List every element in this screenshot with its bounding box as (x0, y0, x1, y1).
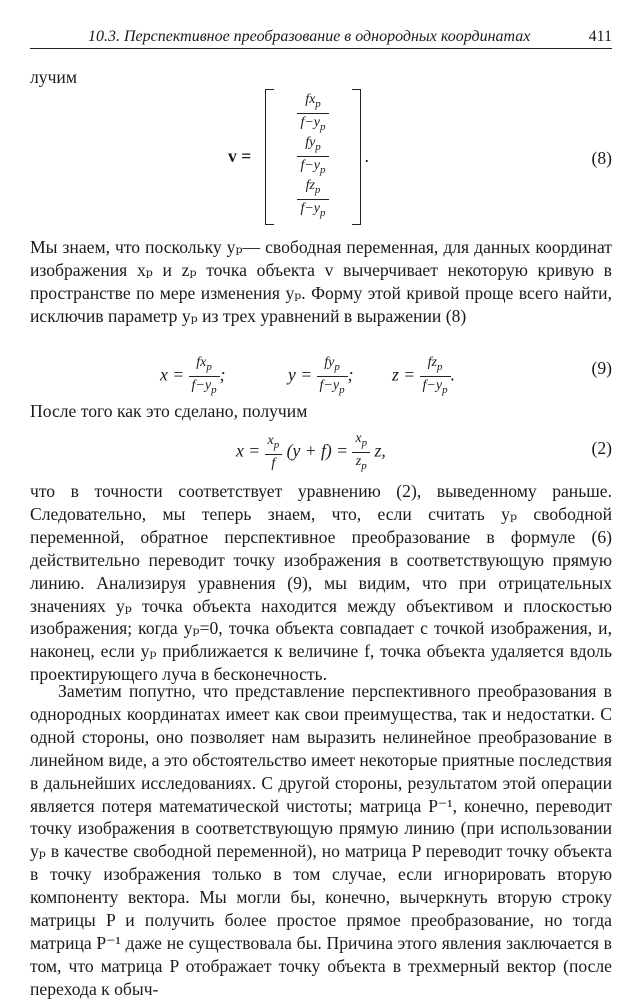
intro-word: лучим (30, 67, 77, 87)
eq2-fraction-1: $\frac{x_p}{f}$ (265, 432, 283, 472)
eq2-middle: (y + f) = (286, 440, 348, 461)
eq2-number: (2) (591, 438, 612, 458)
eq8-row: $\frac{fz_p}{f-y_p}$ (277, 177, 349, 222)
eq2-rhs: z, (374, 440, 386, 461)
eq9-z-lhs: z = (392, 364, 416, 385)
eq8-row: $\frac{fx_p}{f-y_p}$ (277, 91, 349, 136)
eq9-x-fraction: $\frac{fx_p}{f-y_p}$ (189, 354, 220, 399)
eq8-number: (8) (591, 148, 612, 168)
eq9-x-lhs: x = (160, 364, 185, 385)
eq9-y-fraction: $\frac{fy_p}{f-y_p}$ (317, 354, 348, 399)
eq2-lhs: x = (236, 440, 261, 461)
paragraph-3: что в точности соответствует уравнению (2), выведенному раньше. Следовательно, мы теперь знаем, что, если считать yₚ свободной переменной, обратное перспективное преобразование в формуле (6) действительно переводит точку изображения в соответствующую прямую линию. Анализируя уравнения (9), мы видим, что при отрицательных значениях yₚ точка объекта находится между объективом и плоскостью изображения; когда yₚ=0, точка объекта совпадает с точкой изображения, и, наконец, если yₚ приближается к величине f, точка объекта удаляется вдоль проектирующего луча в бесконечность. (30, 481, 612, 685)
book-page: 10.3. Перспективное преобразование в однородных координатах 411 лучим v = $\frac{fx_p}{f-y_p}$ $\frac{fy_p}{f-y_p}$ $\frac{fz_p}{f-y_p}$ . (8) Мы знаем, что поскольку yₚ— свободная переменная, для данных координат изображения xₚ и zₚ точка объекта v вычерчивает некоторую кривую в пространстве по мере изменения yₚ. Форму этой кривой проще всего найти, исключив параметр yₚ из трех уравнений в выражении (8) x = $\frac{fx_p}{f-y_p}$ ; y = $\frac{fy_p}{f-y_p}$ ; z = $\frac{fz_p}{f-y_p}$ . (9) После того как это сделано, получим x = $\frac{x_p}{f}$ (y + f) = $\frac{x_p}{z_p}$ z, (2) что в точности соответствует уравнению (2), выведенному раньше. Следовательно, мы теперь знаем, что, если считать yₚ свободной переменной, обратное перспективное преобразование в формуле (6) действительно переводит точку изображения в соответствующую прямую линию. Анализируя уравнения (9), мы видим, что при отрицательных значениях yₚ точка объекта находится между объективом и плоскостью изображения; когда yₚ=0, точка объекта совпадает с точкой изображения, и, наконец, если yₚ приближается к величине f, точка объекта удаляется вдоль проектирующего луча в бесконечность. Заметим попутно, что представление перспективного преобразования в однородных координатах имеет как свои преимущества, так и недостатки. С одной стороны, оно позволяет нам выразить нелинейное преобразование в линейном виде, а это обстоятельство имеет некоторые приятные последствия в дальнейших исследованиях. С другой стороны, результатом этой операции является потеря математической чистоты; матрица P⁻¹, конечно, переводит точку изображения в соответствующую прямую линию (при использовании yₚ в качестве свободной переменной), но матрица P переводит точку объекта в точку изображения только в том случае, если игнорировать вторую компоненту вектора. Мы могли бы, конечно, вычеркнуть вторую строку матрицы P и получить более простое прямое преобразование, но тогда матрица P⁻¹ даже не существовала бы. Причина этого явления заключается в том, что матрица P отображает точку объекта в трехмерный вектор (после перехода к обыч- (30, 28, 612, 999)
eq8-lhs: v = (228, 146, 252, 166)
chapter-title: 10.3. Перспективное преобразование в однородных координатах (88, 28, 531, 45)
eq9-y-lhs: y = (288, 364, 313, 385)
page-number: 411 (588, 28, 612, 45)
eq8-row: $\frac{fy_p}{f-y_p}$ (277, 134, 349, 179)
right-bracket (352, 89, 361, 225)
running-header (30, 26, 612, 49)
paragraph-2: После того как это сделано, получим (30, 401, 308, 421)
eq2-fraction-2: $\frac{x_p}{z_p}$ (352, 430, 370, 475)
eq8-period: . (365, 146, 370, 166)
left-bracket (265, 89, 274, 225)
eq9-z-fraction: $\frac{fz_p}{f-y_p}$ (420, 354, 451, 399)
paragraph-4: Заметим попутно, что представление перспективного преобразования в однородных координатах имеет как свои преимущества, так и недостатки. С одной стороны, оно позволяет нам выразить нелинейное преобразование в линейном виде, а это обстоятельство имеет некоторые приятные последствия в дальнейших исследованиях. С другой стороны, результатом этой операции является потеря математической чистоты; матрица P⁻¹, конечно, переводит точку изображения в соответствующую прямую линию (при использовании yₚ в качестве свободной переменной), но матрица P переводит точку объекта в точку изображения только в том случае, если игнорировать вторую компоненту вектора. Мы могли бы, конечно, вычеркнуть вторую строку матрицы P и получить более простое прямое преобразование, но тогда матрица P⁻¹ даже не существовала бы. Причина этого явления заключается в том, что матрица P отображает точку объекта в трехмерный вектор (после перехода к обыч- (30, 681, 612, 999)
eq8-column-vector (265, 89, 361, 223)
eq9-number: (9) (591, 358, 612, 378)
paragraph-1: Мы знаем, что поскольку yₚ— свободная переменная, для данных координат изображения xₚ и zₚ точка объекта v вычерчивает некоторую кривую в пространстве по мере изменения yₚ. Форму этой кривой проще всего найти, исключив параметр yₚ из трех уравнений в выражении (8) (30, 237, 612, 326)
